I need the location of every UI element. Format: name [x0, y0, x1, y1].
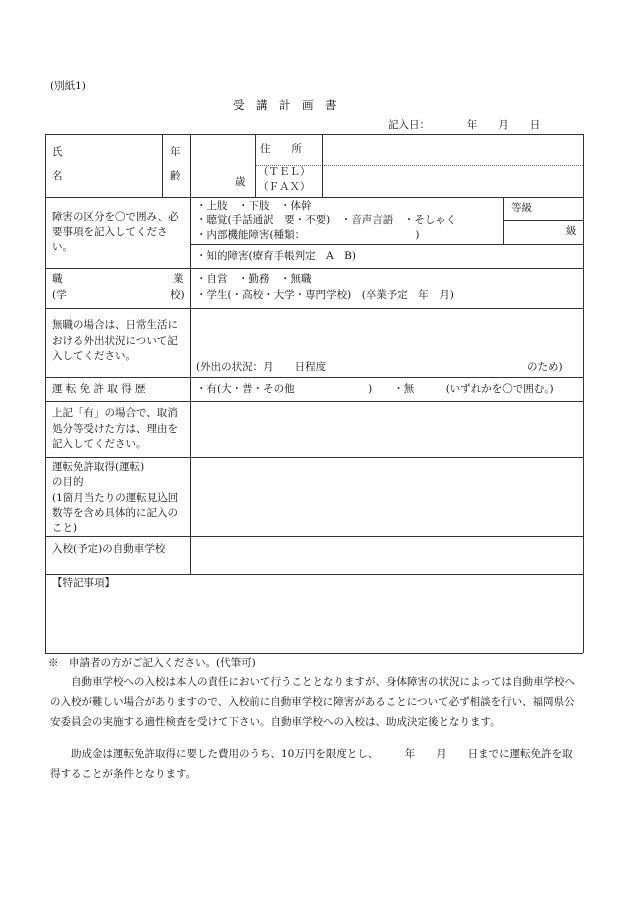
job-label-left: 職	[52, 273, 63, 285]
entry-date-field[interactable]: 記入日： 年 月 日	[388, 119, 541, 131]
footer-note: ※ 申請者の方がご記入ください。(代筆可)	[48, 657, 256, 669]
footer-paragraph-2: 助成金は運転免許取得に要した費用のうち、10万円を限度とし、 年 月 日までに運転免許を取得することが条件となります。	[50, 748, 573, 780]
grade-field[interactable]	[505, 222, 563, 242]
disability-option-hearing[interactable]: ・聴覚(手話通訳 要・不要) ・音声言語 ・そしゃく	[196, 214, 457, 226]
grade-unit: 級	[566, 225, 577, 237]
license-history-label: 運 転 免 許 取 得 歴	[52, 383, 146, 395]
purpose-field[interactable]	[192, 459, 581, 534]
revocation-reason-field[interactable]	[192, 403, 581, 455]
address-field[interactable]	[324, 136, 581, 164]
form-title: 受 講 計 画 書	[233, 98, 337, 112]
disability-option-internal[interactable]: ・内部機能障害(種類： )	[196, 229, 420, 241]
outing-status-field[interactable]	[192, 310, 581, 358]
attachment-label: (別紙1)	[50, 80, 86, 92]
disability-option-limbs[interactable]: ・上肢 ・下肢 ・体幹	[196, 200, 312, 212]
purpose-label-2: の目的	[52, 476, 84, 488]
grade-label: 等級	[511, 202, 532, 214]
outing-status-right: のため)	[527, 361, 563, 373]
school-label-right: 校)	[170, 289, 185, 301]
purpose-label-3: (1箇月当たりの運転見込回数等を含め具体的に記入のこと)	[52, 492, 179, 534]
driving-school-label: 入校(予定)の自動車学校	[52, 543, 166, 555]
special-notes-label: 【特記事項】	[52, 577, 115, 589]
fax-label: （ＦＡＸ）	[258, 181, 311, 193]
special-notes-field[interactable]	[47, 592, 581, 651]
tel-label: （ＴＥＬ）	[258, 166, 311, 178]
age-unit: 歳	[235, 176, 246, 188]
license-history-options[interactable]: ・有(大・普・その他 ) ・無 (いずれかを〇で囲む。)	[196, 383, 554, 395]
name-field[interactable]	[72, 136, 160, 195]
purpose-label-1: 運転免許取得(運転)	[52, 461, 145, 473]
school-label-left: (学	[52, 289, 67, 301]
unemployed-label: 無職の場合は、日常生活における外出状況について記入してください。	[52, 319, 178, 362]
driving-school-field[interactable]	[192, 538, 581, 572]
age-field[interactable]	[192, 136, 232, 195]
age-label-2: 齢	[170, 170, 181, 182]
name-label-1: 氏	[52, 146, 63, 158]
tel-fax-field[interactable]	[324, 167, 581, 195]
disability-option-intellectual[interactable]: ・知的障害(療育手帳判定 A B)	[196, 250, 356, 262]
name-label-2: 名	[52, 170, 63, 182]
disability-label: 障害の区分を〇で囲み、必要事項を記入してください。	[52, 211, 179, 253]
revocation-label: 上記「有」の場合で、取消処分等受けた方は、理由を記入してください。	[52, 407, 178, 450]
age-label-1: 年	[170, 146, 181, 158]
address-label: 住 所	[260, 143, 302, 155]
footer-paragraph-1: 自動車学校への入校は本人の責任において行うこととなりますが、身体障害の状況によっては自動車学校への入校が難しい場合がありますので、入校前に自動車学校に障害があることについて必ず相談を行い、福岡県公安委員会の実施する適性検査を受けて下さい。自動車学校への入校は、助成決定後となります。	[50, 676, 575, 728]
outing-status-left: (外出の状況：月 日程度	[196, 361, 327, 373]
job-options[interactable]: ・自営 ・勤務 ・無職	[196, 273, 312, 285]
student-options[interactable]: ・学生(・高校・大学・専門学校) (卒業予定 年 月)	[196, 289, 454, 301]
job-label-right: 業	[173, 273, 184, 285]
